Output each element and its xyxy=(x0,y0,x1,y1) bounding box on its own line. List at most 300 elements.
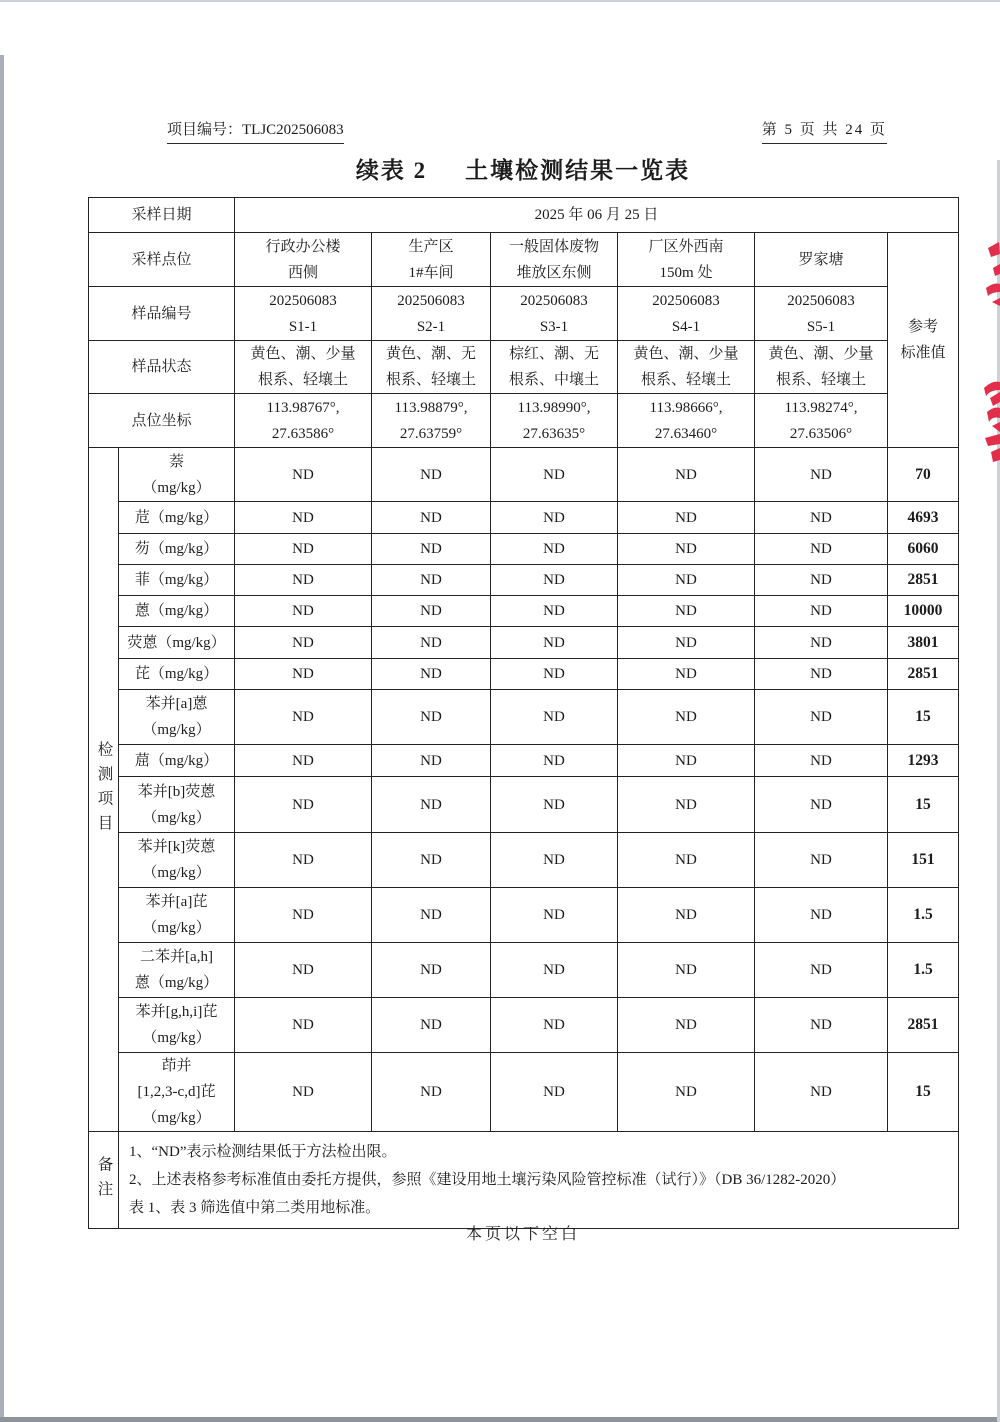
ref-value-cell xyxy=(888,627,959,659)
cell-line: ND xyxy=(292,509,314,526)
cell-line: ND xyxy=(543,572,565,588)
result-value-cell xyxy=(618,502,755,534)
ref-value-cell xyxy=(888,502,959,534)
result-value-cell xyxy=(618,1053,755,1132)
ref-value-cell xyxy=(888,534,959,565)
cell-line: 2851 xyxy=(907,665,939,682)
cell-line: ND xyxy=(810,709,832,725)
meta-value-cell xyxy=(372,233,491,287)
row-sampling-date xyxy=(89,198,959,233)
row-notes xyxy=(89,1132,959,1229)
result-value-cell xyxy=(235,596,372,627)
result-value-cell xyxy=(235,627,372,659)
cell-line: ND xyxy=(292,1017,314,1033)
page-header xyxy=(0,118,1000,144)
cell-line: ND xyxy=(420,666,442,682)
cell-line: 采样日期 xyxy=(131,207,192,223)
ref-value-cell xyxy=(888,1053,959,1132)
meta-value-cell xyxy=(372,341,491,394)
cell-line: 参考 xyxy=(908,319,939,335)
result-value-cell xyxy=(618,448,755,502)
cell-line: ND xyxy=(810,509,832,526)
ref-standard-header xyxy=(888,233,959,448)
result-value-cell xyxy=(235,502,372,534)
result-value-cell xyxy=(618,690,755,745)
cell-line: 113.98274°, xyxy=(784,399,858,416)
cell-line: 点位坐标 xyxy=(131,412,192,429)
cell-line: 根系、中壤土 xyxy=(509,372,600,388)
cell-line: ND xyxy=(810,666,832,682)
result-value-cell xyxy=(755,777,888,833)
cell-line: 苊（mg/kg） xyxy=(134,509,219,526)
row-item xyxy=(89,565,959,596)
cell-line: 黄色、潮、少量 xyxy=(633,346,739,362)
cell-line: 1、“ND”表示检测结果低于方法检出限。 xyxy=(129,1144,397,1160)
cell-line: ND xyxy=(420,709,442,725)
result-value-cell xyxy=(491,690,618,745)
cell-line: 2、上述表格参考标准值由委托方提供，参照《建设用地土壤污染风险管控标准（试行）》（DB 36/1282-2020） xyxy=(129,1172,846,1188)
meta-value-cell xyxy=(491,287,618,341)
sampling-date-value xyxy=(235,198,959,233)
ref-value-cell xyxy=(888,833,959,888)
cell-line: 黄色、潮、无 xyxy=(386,346,477,362)
cell-line: 202506083 xyxy=(269,292,337,309)
item-name-cell xyxy=(119,690,235,745)
cell-line: ND xyxy=(420,509,442,526)
result-value-cell xyxy=(491,745,618,777)
cell-line: （mg/kg） xyxy=(142,809,211,826)
cell-line: S4-1 xyxy=(671,318,701,335)
cell-line: ND xyxy=(675,666,697,682)
cell-line: 苯并[g,h,i]芘 xyxy=(135,1004,218,1020)
cell-line: 2851 xyxy=(907,1016,939,1033)
row-label-sampling-date xyxy=(89,198,235,233)
result-value-cell xyxy=(372,998,491,1053)
cell-line: 1#车间 xyxy=(408,264,454,281)
cell-line: ND xyxy=(420,541,442,557)
cell-line: ND xyxy=(420,907,442,923)
meta-value-cell xyxy=(372,394,491,448)
cell-line: 150m 处 xyxy=(659,264,713,281)
cell-line: ND xyxy=(543,852,565,868)
result-value-cell xyxy=(755,448,888,502)
notes-cell xyxy=(119,1132,959,1229)
cell-line: 113.98879°, xyxy=(394,399,468,416)
cell-line: ND xyxy=(543,466,565,483)
meta-value-cell xyxy=(491,394,618,448)
result-value-cell xyxy=(755,534,888,565)
cell-line: ND xyxy=(675,1017,697,1033)
meta-value-cell xyxy=(618,233,755,287)
result-value-cell xyxy=(372,627,491,659)
result-value-cell xyxy=(372,777,491,833)
result-value-cell xyxy=(755,596,888,627)
result-value-cell xyxy=(372,1053,491,1132)
item-name-cell xyxy=(119,833,235,888)
cell-line: ND xyxy=(810,1017,832,1033)
cell-line: ND xyxy=(675,907,697,923)
result-value-cell xyxy=(372,565,491,596)
meta-value-cell xyxy=(491,341,618,394)
meta-value-cell xyxy=(618,341,755,394)
cell-line: 行政办公楼 xyxy=(265,238,341,255)
cell-line: 15 xyxy=(915,1083,931,1100)
cell-line: 芘（mg/kg） xyxy=(134,666,219,682)
result-value-cell xyxy=(372,745,491,777)
cell-line: ND xyxy=(810,962,832,978)
cell-line: 10000 xyxy=(903,602,943,619)
result-value-cell xyxy=(491,448,618,502)
result-value-cell xyxy=(491,888,618,943)
cell-line: 113.98767°, xyxy=(266,399,340,416)
meta-value-cell xyxy=(235,341,372,394)
cell-line: 151 xyxy=(911,851,935,868)
result-value-cell xyxy=(755,998,888,1053)
result-value-cell xyxy=(755,690,888,745)
cell-line: 3801 xyxy=(907,633,939,651)
ref-value-cell xyxy=(888,596,959,627)
cell-line: 2851 xyxy=(907,571,939,588)
cell-line: ND xyxy=(543,796,565,813)
cell-line: ND xyxy=(292,541,314,557)
cell-line: ND xyxy=(292,666,314,682)
cell-line: ND xyxy=(292,752,314,769)
cell-line: S5-1 xyxy=(806,318,836,335)
cell-line: ND xyxy=(420,634,442,651)
section-detection-items xyxy=(89,448,119,1132)
cell-line: ND xyxy=(675,796,697,813)
result-value-cell xyxy=(491,596,618,627)
cell-line: 根系、轻壤土 xyxy=(258,372,349,388)
result-value-cell xyxy=(372,596,491,627)
result-value-cell xyxy=(755,888,888,943)
row-meta xyxy=(89,394,959,448)
item-name-cell xyxy=(119,745,235,777)
row-item xyxy=(89,690,959,745)
cell-line: 27.63506° xyxy=(789,425,853,442)
cell-line: ND xyxy=(420,603,442,619)
meta-value-cell xyxy=(755,233,888,287)
result-value-cell xyxy=(235,777,372,833)
cell-line: 6060 xyxy=(907,540,939,557)
cell-line: ND xyxy=(810,852,832,868)
cell-line: 茚并 xyxy=(161,1058,192,1074)
result-value-cell xyxy=(235,690,372,745)
cell-line: ND xyxy=(420,572,442,588)
cell-line: 样品状态 xyxy=(131,359,192,375)
meta-value-cell xyxy=(755,394,888,448)
page-number: 第 5 页 共 24 页 xyxy=(762,118,887,144)
cell-line: 苯并[b]荧蒽 xyxy=(137,783,216,800)
cell-line: 202506083 xyxy=(652,292,720,309)
cell-line: 15 xyxy=(915,795,931,813)
cell-line: 萘 xyxy=(169,453,185,470)
cell-line: ND xyxy=(420,1084,442,1100)
result-value-cell xyxy=(491,534,618,565)
page-edge-top xyxy=(0,0,1000,2)
cell-line: ND xyxy=(675,572,697,588)
cell-line: 䓛（mg/kg） xyxy=(134,752,219,769)
cell-line: ND xyxy=(292,709,314,725)
cell-line: ND xyxy=(675,709,697,725)
cell-line: 202506083 xyxy=(787,292,855,309)
ref-value-cell xyxy=(888,888,959,943)
ref-value-cell xyxy=(888,448,959,502)
cell-line: 生产区 xyxy=(408,238,454,255)
cell-line: ND xyxy=(543,634,565,651)
cell-line: ND xyxy=(675,603,697,619)
cell-line: ND xyxy=(810,1084,832,1100)
cell-line: ND xyxy=(810,907,832,923)
meta-value-cell xyxy=(618,287,755,341)
cell-line: ND xyxy=(420,796,442,813)
result-value-cell xyxy=(618,998,755,1053)
item-name-cell xyxy=(119,502,235,534)
result-value-cell xyxy=(372,659,491,690)
cell-line: 堆放区东侧 xyxy=(516,264,592,281)
section-detection-items-label: 检测项目 xyxy=(95,740,113,839)
cell-line: 罗家塘 xyxy=(798,251,844,268)
cell-line: （mg/kg） xyxy=(142,1030,211,1046)
cell-line: 15 xyxy=(915,708,931,725)
cell-line: ND xyxy=(420,852,442,868)
cell-line: 根系、轻壤土 xyxy=(641,372,732,388)
result-value-cell xyxy=(372,888,491,943)
cell-line: （mg/kg） xyxy=(142,865,211,881)
row-label-meta xyxy=(89,233,235,287)
cell-line: ND xyxy=(292,603,314,619)
table-title-main: 土壤检测结果一览表 xyxy=(465,158,691,183)
result-value-cell xyxy=(491,627,618,659)
result-value-cell xyxy=(235,565,372,596)
notes-header xyxy=(89,1132,119,1229)
result-value-cell xyxy=(618,777,755,833)
result-value-cell xyxy=(618,888,755,943)
soil-results-table xyxy=(88,197,959,1229)
item-name-cell xyxy=(119,888,235,943)
cell-line: ND xyxy=(543,752,565,769)
page-edge-left xyxy=(0,55,4,1422)
cell-line: 1.5 xyxy=(913,961,933,978)
cell-line: ND xyxy=(810,634,832,651)
row-item xyxy=(89,998,959,1053)
meta-value-cell xyxy=(755,341,888,394)
result-value-cell xyxy=(235,534,372,565)
result-value-cell xyxy=(491,1053,618,1132)
row-item xyxy=(89,833,959,888)
cell-line: ND xyxy=(543,603,565,619)
row-item xyxy=(89,1053,959,1132)
row-item xyxy=(89,777,959,833)
item-name-cell xyxy=(119,777,235,833)
ref-value-cell xyxy=(888,998,959,1053)
result-value-cell xyxy=(372,502,491,534)
meta-value-cell xyxy=(755,287,888,341)
cell-line: ND xyxy=(420,962,442,978)
cell-line: S1-1 xyxy=(288,318,318,335)
cell-line: ND xyxy=(420,752,442,769)
cell-line: ND xyxy=(810,541,832,557)
project-number: 项目编号：TLJC202506083 xyxy=(167,118,344,144)
meta-value-cell xyxy=(491,233,618,287)
cell-line: ND xyxy=(810,466,832,483)
notes-header-label: 备注 xyxy=(95,1155,113,1205)
cell-line: 27.63586° xyxy=(271,425,335,442)
cell-line: （mg/kg） xyxy=(142,722,211,738)
table-title-prefix: 续表 2 xyxy=(355,158,428,183)
cell-line: ND xyxy=(675,852,697,868)
result-value-cell xyxy=(491,565,618,596)
cell-line: 样品编号 xyxy=(131,305,192,322)
cell-line: ND xyxy=(675,962,697,978)
cell-line: 采样点位 xyxy=(131,251,192,268)
cell-line: 棕红、潮、无 xyxy=(509,346,600,362)
cell-line: 苯并[a]芘 xyxy=(145,894,208,910)
result-value-cell xyxy=(618,534,755,565)
result-value-cell xyxy=(235,659,372,690)
cell-line: 27.63460° xyxy=(654,425,718,442)
result-value-cell xyxy=(491,777,618,833)
cell-line: ND xyxy=(543,509,565,526)
cell-line: 黄色、潮、少量 xyxy=(250,346,356,362)
row-item xyxy=(89,534,959,565)
row-item xyxy=(89,943,959,998)
ref-value-cell xyxy=(888,565,959,596)
row-item xyxy=(89,502,959,534)
item-name-cell xyxy=(119,1053,235,1132)
cell-line: 1.5 xyxy=(913,906,933,923)
result-value-cell xyxy=(372,448,491,502)
cell-line: ND xyxy=(675,541,697,557)
cell-line: 荧蒽（mg/kg） xyxy=(127,634,226,651)
cell-line: ND xyxy=(420,466,442,483)
ref-value-cell xyxy=(888,777,959,833)
item-name-cell xyxy=(119,998,235,1053)
cell-line: ND xyxy=(543,1084,565,1100)
item-name-cell xyxy=(119,627,235,659)
result-value-cell xyxy=(755,502,888,534)
cell-line: ND xyxy=(292,796,314,813)
result-value-cell xyxy=(372,833,491,888)
cell-line: 芴（mg/kg） xyxy=(134,541,219,557)
cell-line: ND xyxy=(810,572,832,588)
result-value-cell xyxy=(491,943,618,998)
result-value-cell xyxy=(372,534,491,565)
meta-value-cell xyxy=(235,394,372,448)
cell-line: 1293 xyxy=(907,751,939,769)
row-item xyxy=(89,745,959,777)
result-value-cell xyxy=(618,596,755,627)
cell-line: 厂区外西南 xyxy=(648,238,724,255)
item-name-cell xyxy=(119,448,235,502)
cell-line: 菲（mg/kg） xyxy=(134,572,219,588)
blank-below-note: 本页以下空白 xyxy=(465,1226,580,1243)
cell-line: 苯并[k]荧蒽 xyxy=(137,839,216,855)
result-value-cell xyxy=(755,745,888,777)
cell-line: 二苯并[a,h] xyxy=(140,949,213,965)
result-value-cell xyxy=(755,943,888,998)
cell-line: 标准值 xyxy=(900,345,946,361)
cell-line: （mg/kg） xyxy=(142,920,211,936)
cell-line: 根系、轻壤土 xyxy=(386,372,477,388)
cell-line: 27.63635° xyxy=(522,425,586,442)
cell-line: 4693 xyxy=(907,508,939,526)
cell-line: ND xyxy=(675,1084,697,1100)
result-value-cell xyxy=(235,998,372,1053)
cell-line: ND xyxy=(292,466,314,483)
cell-line: ND xyxy=(292,634,314,651)
result-value-cell xyxy=(755,1053,888,1132)
ref-value-cell xyxy=(888,659,959,690)
ref-value-cell xyxy=(888,690,959,745)
cell-line: 西侧 xyxy=(288,264,319,281)
row-meta xyxy=(89,233,959,287)
row-item xyxy=(89,659,959,690)
result-value-cell xyxy=(755,659,888,690)
result-value-cell xyxy=(618,745,755,777)
page-edge-bottom xyxy=(0,1417,1000,1422)
result-value-cell xyxy=(235,888,372,943)
item-name-cell xyxy=(119,943,235,998)
cell-line: 根系、轻壤土 xyxy=(776,372,867,388)
result-value-cell xyxy=(491,833,618,888)
cell-line: ND xyxy=(543,541,565,557)
row-item xyxy=(89,596,959,627)
row-item xyxy=(89,448,959,502)
result-value-cell xyxy=(491,998,618,1053)
cell-line: ND xyxy=(292,1084,314,1100)
result-value-cell xyxy=(235,745,372,777)
cell-line: ND xyxy=(292,852,314,868)
item-name-cell xyxy=(119,565,235,596)
cell-line: ND xyxy=(543,709,565,725)
cell-line: S2-1 xyxy=(416,318,446,335)
cell-line: 202506083 xyxy=(397,292,465,309)
result-value-cell xyxy=(618,565,755,596)
cell-line: ND xyxy=(292,907,314,923)
cell-line: ND xyxy=(810,796,832,813)
cell-line: 113.98990°, xyxy=(517,399,591,416)
cell-line: 27.63759° xyxy=(399,425,463,442)
cell-line: ND xyxy=(675,466,697,483)
result-value-cell xyxy=(372,690,491,745)
result-value-cell xyxy=(618,833,755,888)
table-title xyxy=(88,152,958,185)
cell-line: 蒽（mg/kg） xyxy=(134,975,219,991)
meta-value-cell xyxy=(372,287,491,341)
cell-line: ND xyxy=(543,907,565,923)
ref-value-cell xyxy=(888,943,959,998)
cell-line: ND xyxy=(420,1017,442,1033)
cell-line: 蒽（mg/kg） xyxy=(134,603,219,619)
cell-line: ND xyxy=(675,509,697,526)
cell-line: 113.98666°, xyxy=(649,399,723,416)
result-value-cell xyxy=(491,502,618,534)
cell-line: 70 xyxy=(915,465,931,483)
cell-line: 苯并[a]蒽 xyxy=(145,696,208,712)
result-value-cell xyxy=(235,833,372,888)
cell-line: ND xyxy=(543,1017,565,1033)
row-label-meta xyxy=(89,341,235,394)
row-item xyxy=(89,888,959,943)
cell-line: （mg/kg） xyxy=(142,479,211,496)
cell-line: （mg/kg） xyxy=(142,1110,211,1126)
meta-value-cell xyxy=(235,287,372,341)
cell-line: S3-1 xyxy=(539,318,569,335)
cell-line: 黄色、潮、少量 xyxy=(768,346,874,362)
result-value-cell xyxy=(491,659,618,690)
cell-line: ND xyxy=(543,666,565,682)
